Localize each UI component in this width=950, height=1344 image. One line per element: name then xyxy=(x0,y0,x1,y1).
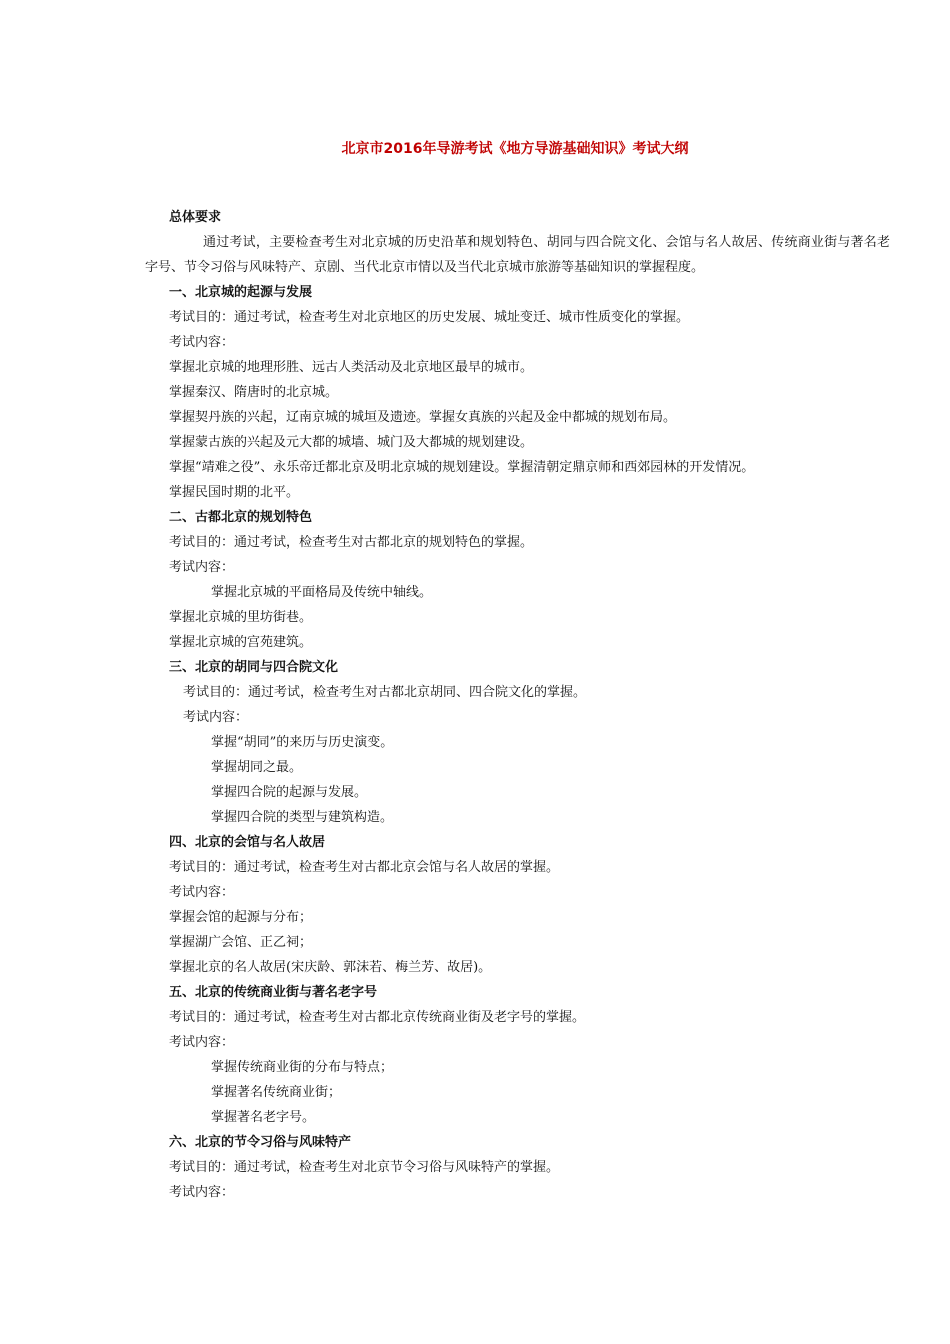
exam-purpose: 考试目的：通过考试，检查考生对古都北京的规划特色的掌握。 xyxy=(169,535,534,550)
section-heading: 三、北京的胡同与四合院文化 xyxy=(169,660,339,675)
content-item: 掌握北京城的里坊街巷。 xyxy=(169,610,313,625)
content-item: 掌握秦汉、隋唐时的北京城。 xyxy=(169,385,339,400)
document-body xyxy=(145,205,890,1205)
content-item: 掌握著名传统商业街； xyxy=(211,1085,342,1100)
exam-content-label: 考试内容： xyxy=(169,1185,235,1200)
section-heading-general: 总体要求 xyxy=(169,210,222,225)
exam-purpose: 考试目的：通过考试，检查考生对古都北京传统商业街及老字号的掌握。 xyxy=(169,1010,586,1025)
content-item: 掌握契丹族的兴起，辽南京城的城垣及遗迹。掌握女真族的兴起及金中都城的规划布局。 xyxy=(169,410,677,425)
content-item: 掌握著名老字号。 xyxy=(211,1110,316,1125)
section-heading: 一、北京城的起源与发展 xyxy=(169,285,313,300)
content-item: 掌握北京城的平面格局及传统中轴线。 xyxy=(211,585,433,600)
content-item: 掌握四合院的起源与发展。 xyxy=(211,785,368,800)
content-item: 掌握北京的名人故居(宋庆龄、郭沫若、梅兰芳、故居)。 xyxy=(169,960,492,975)
content-item: 掌握蒙古族的兴起及元大都的城墙、城门及大都城的规划建设。 xyxy=(169,435,534,450)
content-item: 掌握“胡同”的来历与历史演变。 xyxy=(211,735,394,750)
content-item: 掌握“靖难之役”、永乐帝迁都北京及明北京城的规划建设。掌握清朝定鼎京师和西郊园林的开发情况。 xyxy=(169,460,755,475)
exam-content-label: 考试内容： xyxy=(169,885,235,900)
exam-content-label: 考试内容： xyxy=(183,710,249,725)
content-item: 掌握四合院的类型与建筑构造。 xyxy=(211,810,394,825)
section-heading: 二、古都北京的规划特色 xyxy=(169,510,313,525)
exam-content-label: 考试内容： xyxy=(169,335,235,350)
content-item: 掌握北京城的地理形胜、远古人类活动及北京地区最早的城市。 xyxy=(169,360,534,375)
section-heading: 五、北京的传统商业街与著名老字号 xyxy=(169,985,378,1000)
exam-purpose: 考试目的：通过考试，检查考生对北京地区的历史发展、城址变迁、城市性质变化的掌握。 xyxy=(169,310,690,325)
section-heading: 六、北京的节令习俗与风味特产 xyxy=(169,1135,352,1150)
exam-purpose: 考试目的：通过考试，检查考生对古都北京会馆与名人故居的掌握。 xyxy=(169,860,560,875)
exam-content-label: 考试内容： xyxy=(169,1035,235,1050)
content-item: 掌握胡同之最。 xyxy=(211,760,303,775)
general-paragraph: 通过考试，主要检查考生对北京城的历史沿革和规划特色、胡同与四合院文化、会馆与名人故居、传统商业街与著名老字号、节令习俗与风味特产、京剧、当代北京市情以及当代北京城市旅游等基础知识的掌握程度。 xyxy=(145,235,890,275)
section-heading: 四、北京的会馆与名人故居 xyxy=(169,835,326,850)
exam-content-label: 考试内容： xyxy=(169,560,235,575)
content-item: 掌握湖广会馆、正乙祠； xyxy=(169,935,313,950)
exam-purpose: 考试目的：通过考试，检查考生对北京节令习俗与风味特产的掌握。 xyxy=(169,1160,560,1175)
content-item: 掌握会馆的起源与分布； xyxy=(169,910,313,925)
content-item: 掌握民国时期的北平。 xyxy=(169,485,300,500)
page-title: 北京市2016年导游考试《地方导游基础知识》考试大纲 xyxy=(341,141,689,157)
content-item: 掌握传统商业街的分布与特点； xyxy=(211,1060,394,1075)
content-item: 掌握北京城的宫苑建筑。 xyxy=(169,635,313,650)
exam-purpose: 考试目的：通过考试，检查考生对古都北京胡同、四合院文化的掌握。 xyxy=(183,685,587,700)
